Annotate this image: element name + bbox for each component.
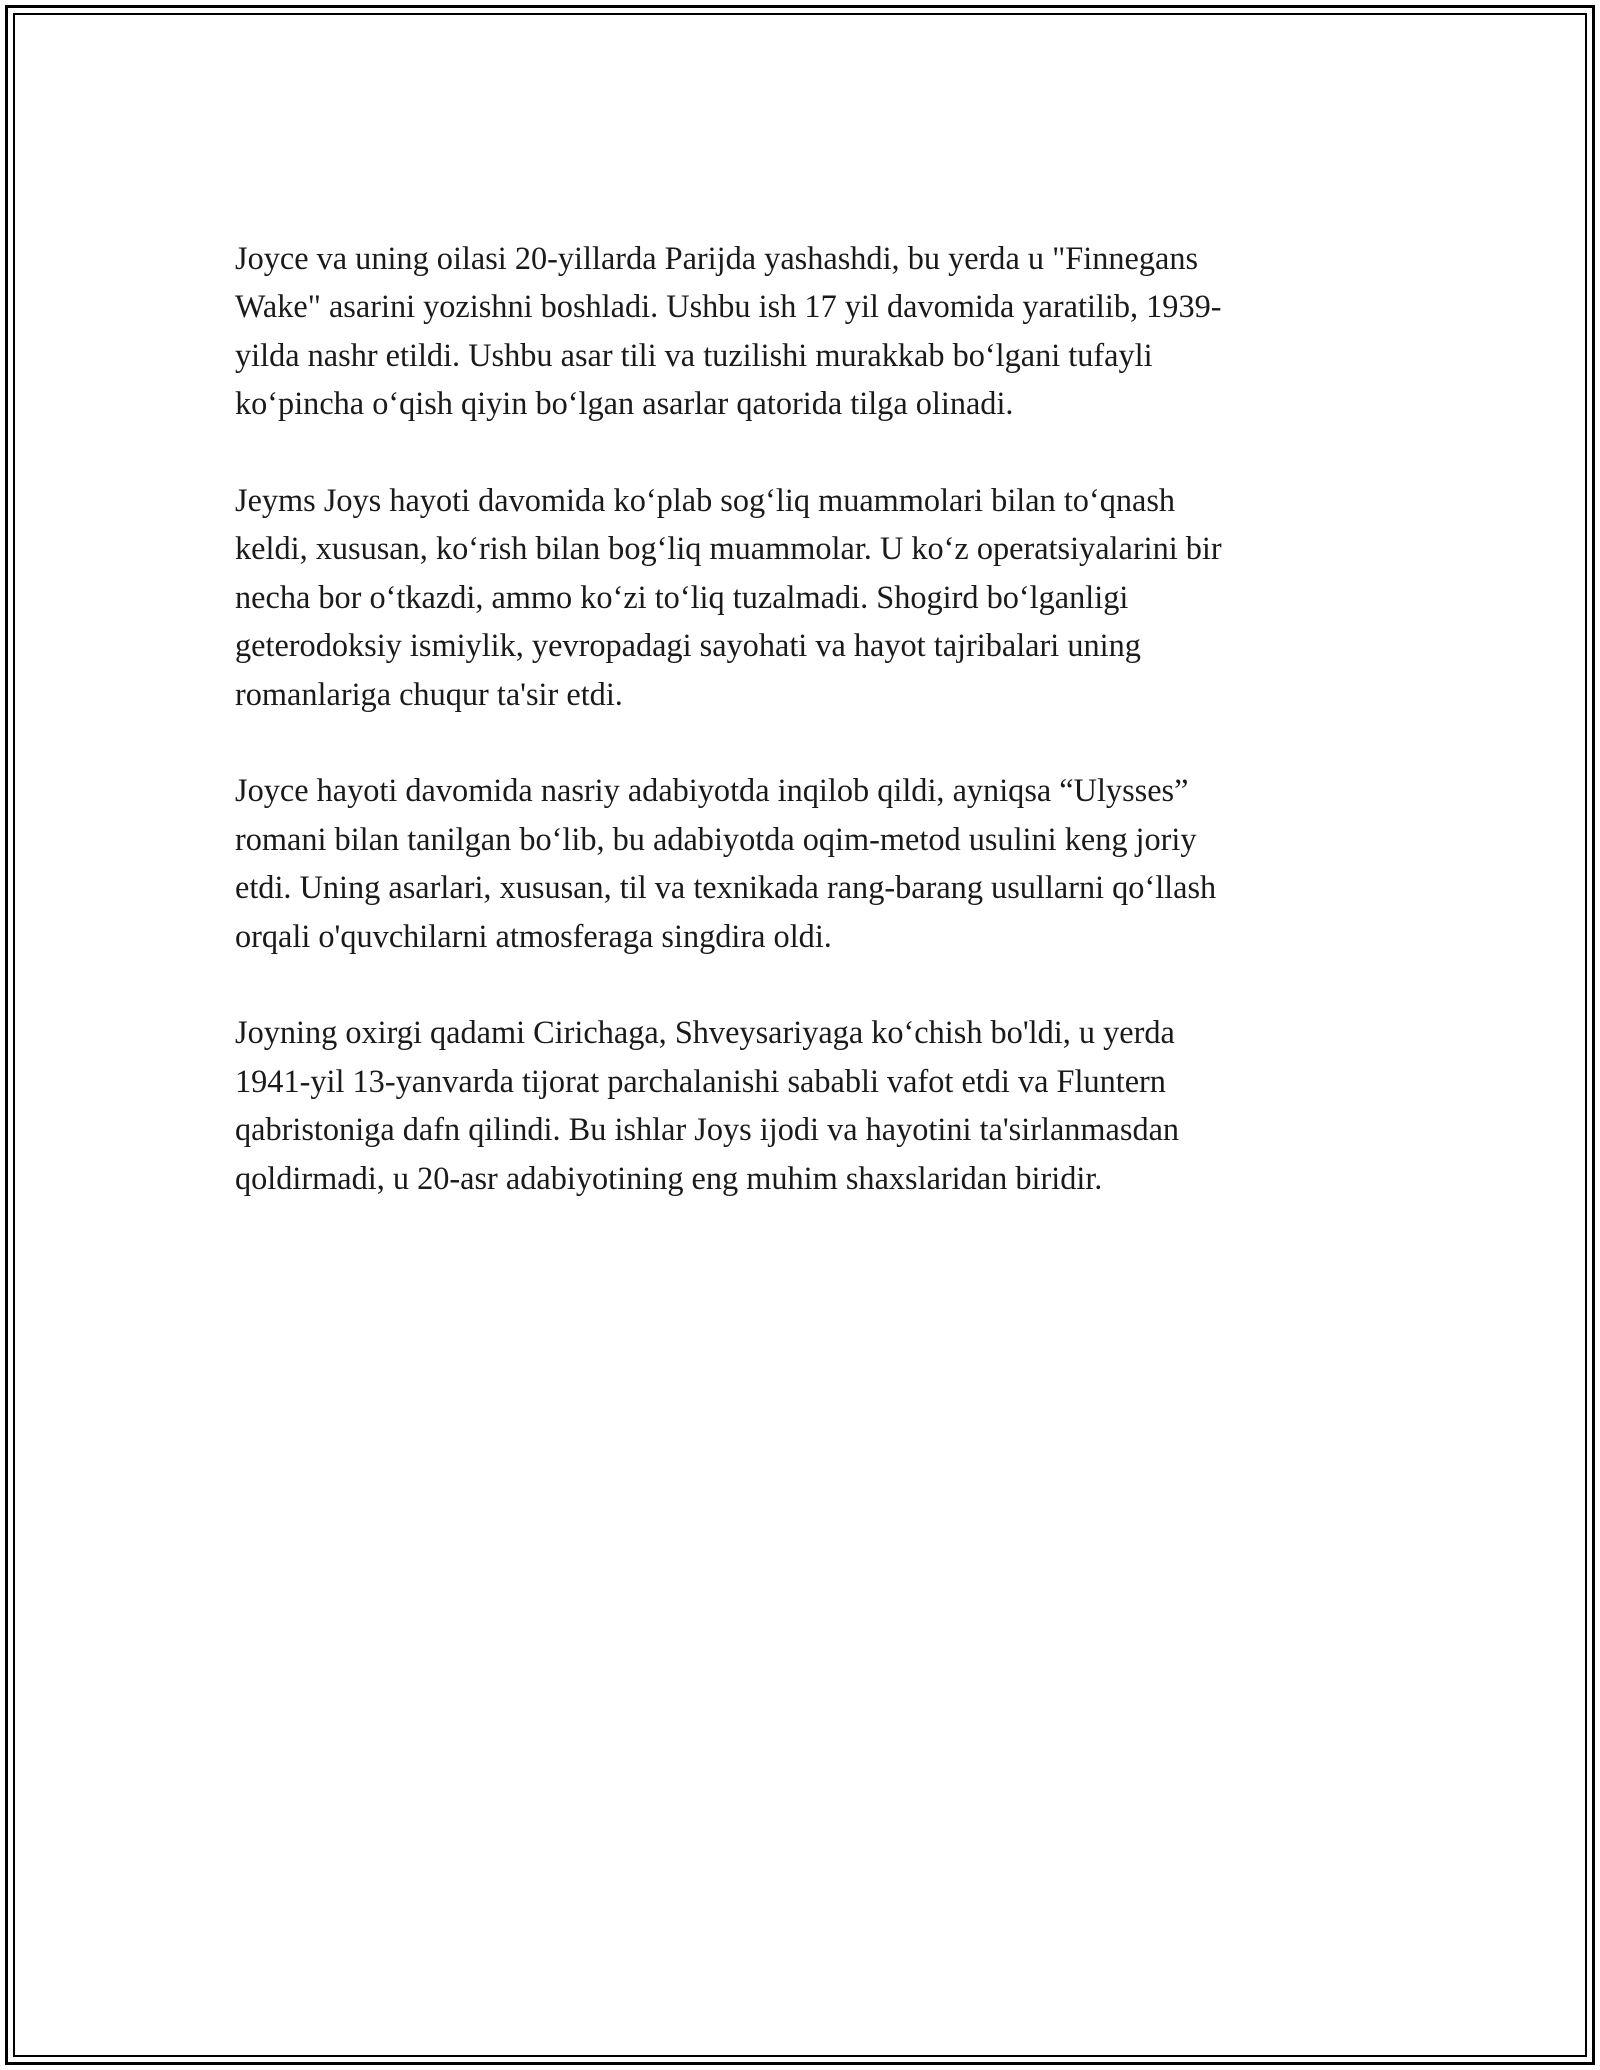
paragraph-2: Jeyms Joys hayoti davomida ko‘plab sog‘liq muammolari bilan to‘qnash keldi, xususan, ko‘rish bilan bog‘liq muammolar. U ko‘z operatsiyalarini bir necha bor o‘tkazdi, ammo ko‘zi to‘liq tuzalmadi. Shogird bo‘lganligi geterodoksiy ismiylik, yevropadagi sayohati va hayot tajribalari uning romanlariga chuqur ta'sir etdi. xyxy=(235,482,1222,712)
paragraph-3: Joyce hayoti davomida nasriy adabiyotda inqilob qildi, ayniqsa “Ulysses” romani bilan tanilgan bo‘lib, bu adabiyotda oqim-metod usulini keng joriy etdi. Uning asarlari, xususan, til va texnikada rang-barang usullarni qo‘llash orqali o'quvchilarni atmosferaga singdira oldi. xyxy=(235,772,1217,954)
document-body xyxy=(235,234,1370,1250)
paragraph-4: Joyning oxirgi qadami Cirichaga, Shveysariyaga ko‘chish bo'ldi, u yerda 1941-yil 13-yanvarda tijorat parchalanishi sababli vafot etdi va Fluntern qabristoniga dafn qilindi. Bu ishlar Joys ijodi va hayotini ta'sirlanmasdan qoldirmadi, u 20-asr adabiyotining eng muhim shaxslaridan biridir. xyxy=(235,1014,1180,1196)
paragraph-1: Joyce va uning oilasi 20-yillarda Parijda yashashdi, bu yerda u "Finnegans Wake" asarini yozishni boshladi. Ushbu ish 17 yil davomida yaratilib, 1939- yilda nashr etildi. Ushbu asar tili va tuzilishi murakkab bo‘lgani tufayli ko‘pincha o‘qish qiyin bo‘lgan asarlar qatorida tilga olinadi. xyxy=(235,240,1222,422)
